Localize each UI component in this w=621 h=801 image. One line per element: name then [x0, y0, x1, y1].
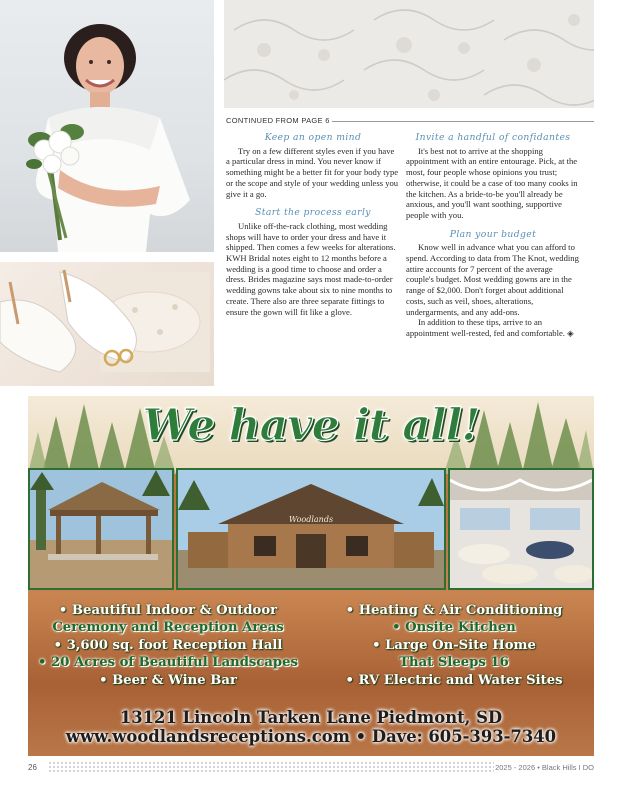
ad-contact-block — [28, 708, 594, 746]
bride-illustration — [0, 0, 214, 252]
amenity-item: • Beautiful Indoor & Outdoor — [58, 603, 278, 618]
amenities-list-right — [316, 602, 592, 689]
shoes-photo — [0, 262, 214, 386]
amenity-item: • 3,600 sq. foot Reception Hall — [53, 637, 283, 653]
paragraph: Try on a few different styles even if you have a particular dress in mind. You never know if something might be a better fit for your body type or the scope and style of your wedding unless you give it a go. — [226, 145, 399, 199]
woodlands-advertisement — [28, 396, 594, 756]
ad-address: 13121 Lincoln Tarken Lane Piedmont, SD — [119, 708, 503, 727]
divider-rule — [332, 121, 594, 122]
subheading-budget: Plan your budget — [449, 228, 537, 240]
publication-footer: 2025 - 2026 • Black Hills I DO — [495, 763, 594, 772]
subheading-start-early: Start the process early — [255, 207, 371, 219]
article-column-right — [406, 133, 580, 339]
amenity-item: • Beer & Wine Bar — [99, 672, 237, 688]
paragraph: Unlike off-the-rack clothing, most wedding shops will have to order your dress and have it shipped. Then comes a few weeks for alterations. KWH Bridal notes eight to 12 months before a wedding is a good time to choose and order a dress. Brides magazine says most made-to-order wedding gowns take about six to nine months to create. There also are three separate fittings to ensure the gown will fit like a glove. — [226, 220, 396, 317]
woodlands-sign: Woodlands — [288, 515, 334, 524]
interior-reception-photo — [448, 468, 594, 590]
page-number: 26 — [28, 763, 37, 772]
amenities-list-left — [32, 602, 304, 689]
lace-fabric-photo — [224, 0, 594, 108]
footer-dot-pattern — [48, 761, 494, 773]
amenity-item: • Large On-Site Home — [372, 637, 536, 653]
paragraph: It's best not to arrive at the shopping appointment with an entire entourage. Pick, at the most, four people whose opinions you trust; otherwise, it could be a case of too many cooks in the kitchen. As a bride-to-be you'll already be anxious, and you'll want soothing, supportive people with you. — [406, 145, 578, 220]
ad-website-phone: www.woodlandsreceptions.com • Dave: 605-393-7340 — [65, 727, 557, 746]
amenity-item: • 20 Acres of Beautiful Landscapes — [38, 655, 298, 671]
pavilion-photo — [28, 468, 174, 590]
reception-hall-photo — [176, 468, 446, 590]
amenity-item: • RV Electric and Water Sites — [345, 672, 563, 688]
lace-pattern — [224, 0, 594, 108]
paragraph: In addition to these tips, arrive to an appointment well-rested, fed and comfortable. ◈ — [406, 317, 574, 338]
amenity-item: • Onsite Kitchen — [392, 620, 516, 636]
ad-headline: We have it all! — [142, 400, 480, 451]
bride-photo — [0, 0, 214, 252]
continued-from-label: CONTINUED FROM PAGE 6 — [226, 116, 330, 125]
amenity-item: Ceremony and Reception Areas — [52, 620, 284, 636]
amenity-item: • Heating & Air Conditioning — [345, 603, 563, 618]
article-column-left — [226, 133, 400, 317]
subheading-open-mind: Keep an open mind — [264, 132, 362, 143]
paragraph: Know well in advance what you can afford to spend. According to data from The Knot, wedding attire accounts for 7 percent of the average couple's budget. Most wedding gowns are in the range of $2,000. Don't forget about additional costs, such as veil, shoes, alterations, undergarments, and any add-ons. — [406, 242, 579, 317]
amenity-item: That Sleeps 16 — [399, 655, 509, 671]
subheading-confidantes: Invite a handful of confidantes — [415, 132, 571, 143]
shoes-illustration — [0, 262, 214, 386]
